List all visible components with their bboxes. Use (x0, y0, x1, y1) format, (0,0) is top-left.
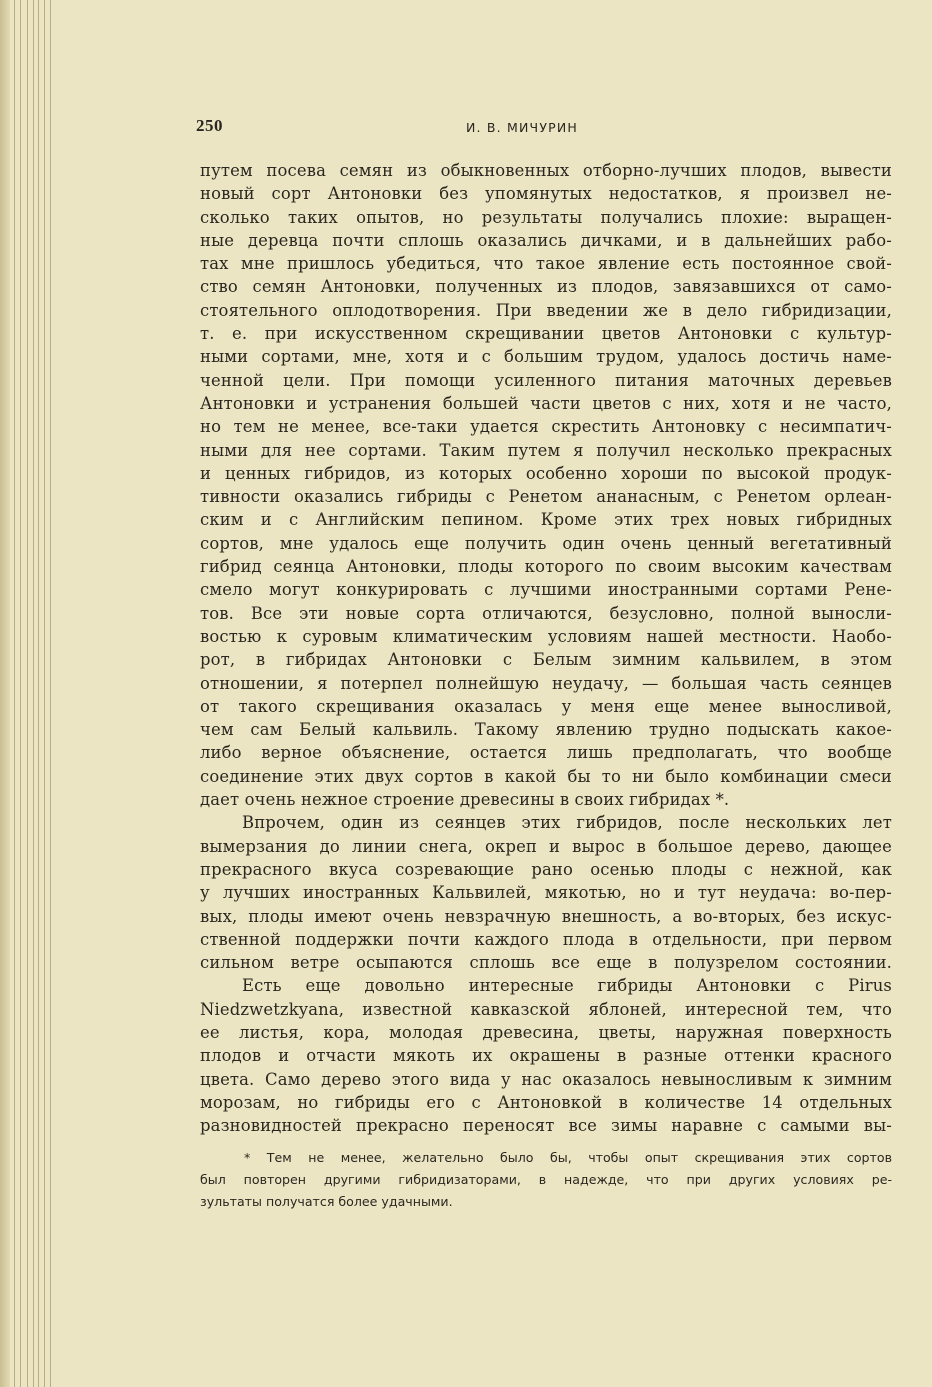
text-line: т. е. при искусственном скрещивании цветов Антоновки с культур- (200, 324, 892, 344)
text-line: отношении, я потерпел полнейшую неудачу, — большая часть сеянцев (200, 673, 892, 693)
page-number: 250 (196, 116, 223, 135)
text-line: тивности оказались гибриды с Ренетом ананасным, с Ренетом орлеан- (200, 487, 892, 507)
text-line: ченной цели. При помощи усиленного питания маточных деревьев (200, 370, 892, 390)
text-line: путем посева семян из обыкновенных отборно-лучших плодов, вывести (200, 161, 892, 180)
footnote-line: зультаты получатся более удачными. (200, 1194, 453, 1209)
text-line: либо верное объяснение, остается лишь предполагать, что вообще (200, 743, 892, 763)
text-line: сильном ветре осыпаются сплошь все еще в полузрелом состоянии. (200, 953, 892, 973)
text-line: чем сам Белый кальвиль. Такому явлению трудно подыскать какое- (200, 720, 892, 740)
text-line: ственной поддержки почти каждого плода в отдельности, при первом (200, 929, 892, 949)
running-head: И. В. МИЧУРИН (466, 120, 579, 135)
text-line: Есть еще довольно интересные гибриды Антоновки с Pirus (242, 976, 892, 996)
text-line: сортов, мне удалось еще получить один очень ценный вегетативный (200, 533, 892, 553)
page-edge (38, 0, 39, 1387)
text-line: новый сорт Антоновки без упомянутых недостатков, я произвел не- (200, 184, 892, 204)
text-line: ее листья, кора, молодая древесина, цветы, наружная поверхность (200, 1022, 892, 1042)
footnote-line: * Тем не менее, желательно было бы, чтобы опыт скрещивания этих сортов (244, 1150, 892, 1165)
page-edge (20, 0, 21, 1387)
text-line: у лучших иностранных Кальвилей, мякотью, но и тут неудача: во-пер- (200, 883, 892, 903)
footnote-line: был повторен другими гибридизаторами, в надежде, что при других условиях ре- (200, 1172, 892, 1187)
text-line: прекрасного вкуса созревающие рано осенью плоды с нежной, как (200, 859, 892, 879)
page-edge (33, 0, 34, 1387)
page-edge (27, 0, 28, 1387)
text-line: ство семян Антоновки, полученных из плодов, завязавшихся от само- (200, 277, 892, 297)
text-line: гибрид сеянца Антоновки, плоды которого по своим высоким качествам (200, 557, 892, 577)
text-line: смело могут конкурировать с лучшими иностранными сортами Ренe- (200, 580, 892, 600)
page-edge (44, 0, 45, 1387)
text-line: тах мне пришлось убедиться, что такое явление есть постоянное свой- (200, 254, 892, 274)
text-line: плодов и отчасти мякоть их окрашены в разные оттенки красного (200, 1046, 892, 1066)
text-line: Niedzwetzkyana, известной кавказской яблоней, интересной тем, что (200, 999, 892, 1019)
text-line: ским и с Английским пепином. Кроме этих трех новых гибридных (200, 510, 892, 530)
footnote (200, 1147, 892, 1213)
text-line: соединение этих двух сортов в какой бы то ни было комбинации смеси (200, 766, 892, 786)
text-line: Антоновки и устранения большей части цветов с них, хотя и не часто, (200, 393, 892, 413)
text-line: ными для нее сортами. Таким путем я получил несколько прекрасных (200, 440, 892, 460)
text-line: и ценных гибридов, из которых особенно хороши по высокой продук- (200, 463, 892, 483)
text-line: востью к суровым климатическим условиям нашей местности. Наобо- (200, 626, 892, 646)
text-line: морозам, но гибриды его с Антоновкой в количестве 14 отдельных (200, 1092, 892, 1112)
text-line: Впрочем, один из сеянцев этих гибридов, после нескольких лет (242, 813, 892, 833)
text-line: разновидностей прекрасно переносят все зимы наравне с самыми вы- (200, 1116, 892, 1136)
text-line: дает очень нежное строение древесины в своих гибридах *. (200, 790, 730, 810)
text-line: рот, в гибридах Антоновки с Белым зимним кальвилем, в этом (200, 650, 892, 670)
text-line: ные деревца почти сплошь оказались дичками, и в дальнейших рабо- (200, 230, 892, 250)
page-header (196, 116, 896, 140)
text-line: тов. Все эти новые сорта отличаются, безусловно, полной выносли- (200, 603, 892, 623)
text-line: ными сортами, мне, хотя и с большим трудом, удалось достичь наме- (200, 347, 892, 367)
text-line: но тем не менее, все-таки удается скрестить Антоновку с несимпатич- (200, 417, 892, 437)
text-line: вых, плоды имеют очень невзрачную внешность, а во-вторых, без искус- (200, 906, 892, 926)
text-line: от такого скрещивания оказалась у меня еще менее выносливой, (200, 696, 892, 716)
text-line: сколько таких опытов, но результаты получались плохие: выращен- (200, 207, 892, 227)
page-spine (0, 0, 10, 1387)
text-line: цвета. Само дерево этого вида у нас оказалось невыносливым к зимним (200, 1069, 892, 1089)
body-text (200, 159, 892, 1137)
text-line: стоятельного оплодотворения. При введении же в дело гибридизации, (200, 300, 892, 320)
text-line: вымерзания до линии снега, окреп и вырос в большое дерево, дающее (200, 836, 892, 856)
page-edge (50, 0, 51, 1387)
page-edge (14, 0, 15, 1387)
